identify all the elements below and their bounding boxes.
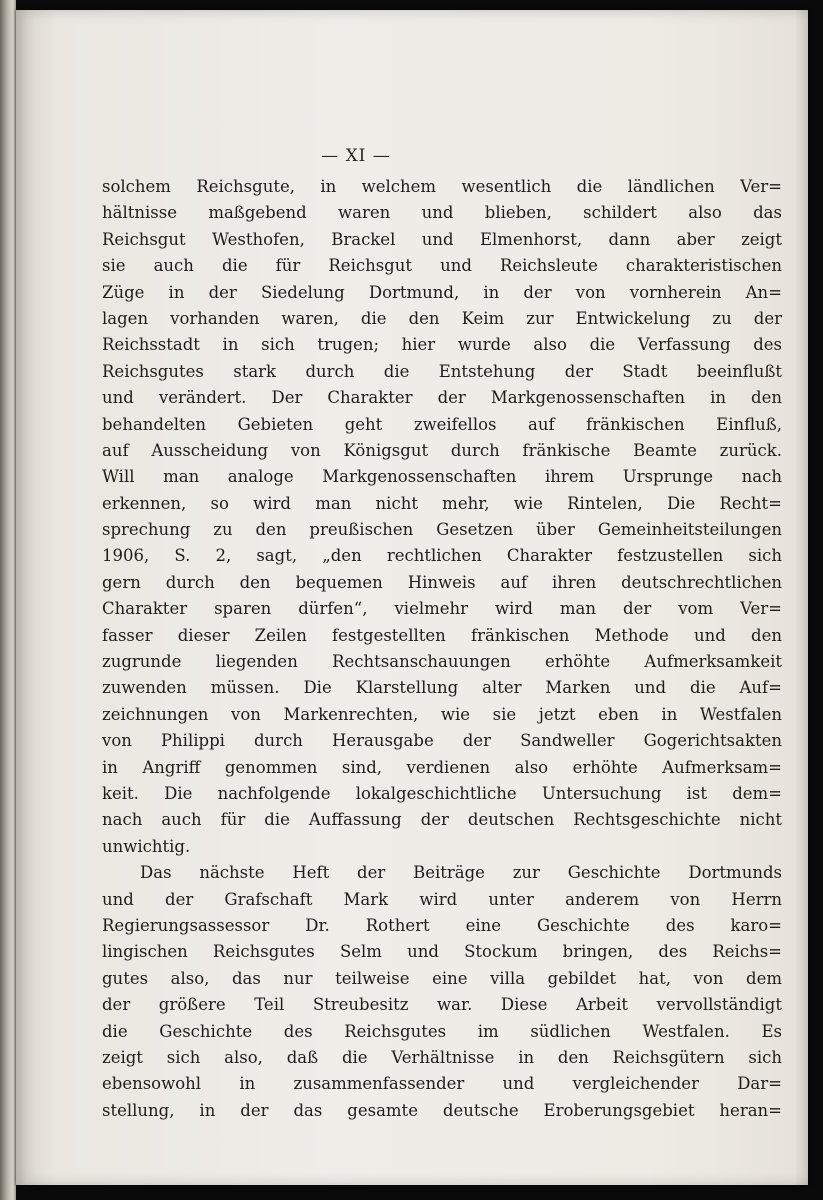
text-line: die Geschichte des Reichsgutes im südlichen Westfalen. Es [102,1021,782,1041]
text-line: zeigt sich also, daß die Verhältnisse in den Reichsgütern sich [102,1047,782,1067]
text-line: nach auch für die Auffassung der deutschen Rechtsgeschichte nicht [102,810,782,830]
text-line: Reichsgutes stark durch die Entstehung der Stadt beeinflußt [102,361,782,381]
paragraph-start-line: Das nächste Heft der Beiträge zur Geschichte Dortmunds [140,863,782,883]
text-line: Will man analoge Markgenossenschaften ihrem Ursprunge nach [102,467,782,487]
text-line: sprechung zu den preußischen Gesetzen über Gemeinheitsteilungen [102,520,782,540]
text-line: unwichtig. [102,836,191,856]
text-line: Reichsgut Westhofen, Brackel und Elmenhorst, dann aber zeigt [102,229,782,249]
text-line: von Philippi durch Herausgabe der Sandweller Gogerichtsakten [102,731,782,751]
text-line: gutes also, das nur teilweise eine villa gebildet hat, von dem [102,968,782,988]
text-line: der größere Teil Streubesitz war. Diese Arbeit vervollständigt [102,995,782,1015]
text-line: lingischen Reichsgutes Selm und Stockum bringen, des Reichs= [102,942,782,962]
text-line: und verändert. Der Charakter der Markgenossenschaften in den [102,388,782,408]
text-line: ebensowohl in zusammenfassender und vergleichender Dar= [102,1074,782,1094]
left-page-edge [0,0,16,1200]
body-text [102,174,782,1124]
text-line: keit. Die nachfolgende lokalgeschichtliche Untersuchung ist dem= [102,783,782,803]
text-line: gern durch den bequemen Hinweis auf ihren deutschrechtlichen [102,572,782,592]
page-number: — XI — [321,146,391,166]
text-line: solchem Reichsgute, in welchem wesentlich die ländlichen Ver= [102,177,782,196]
text-line: zugrunde liegenden Rechtsanschauungen erhöhte Aufmerksamkeit [102,652,782,672]
text-line: auf Ausscheidung von Königsgut durch fränkische Beamte zurück. [102,440,782,460]
text-line: Charakter sparen dürfen“, vielmehr wird man der vom Ver= [102,599,782,619]
text-line: Regierungsassessor Dr. Rothert eine Geschichte des karo= [102,915,782,935]
text-line: erkennen, so wird man nicht mehr, wie Rintelen, Die Recht= [102,493,782,513]
text-line: fasser dieser Zeilen festgestellten fränkischen Methode und den [102,625,782,645]
text-line: 1906, S. 2, sagt, „den rechtlichen Charakter festzustellen sich [102,546,782,566]
text-line: Züge in der Siedelung Dortmund, in der von vornherein An= [102,282,782,302]
text-line: stellung, in der das gesamte deutsche Eroberungsgebiet heran= [102,1100,782,1120]
text-line: Reichsstadt in sich trugen; hier wurde also die Verfassung des [102,335,782,355]
text-line: zuwenden müssen. Die Klarstellung alter Marken und die Auf= [102,678,782,698]
text-line: sie auch die für Reichsgut und Reichsleute charakteristischen [102,256,782,276]
page-edge-shadow [796,10,808,1185]
text-line: behandelten Gebieten geht zweifellos auf fränkischen Einfluß, [102,414,782,434]
text-line: lagen vorhanden waren, die den Keim zur Entwickelung zu der [102,308,782,328]
text-line: zeichnungen von Markenrechten, wie sie jetzt eben in Westfalen [102,704,782,724]
text-line: und der Grafschaft Mark wird unter anderem von Herrn [102,889,782,909]
text-line: in Angriff genommen sind, verdienen also erhöhte Aufmerksam= [102,757,782,777]
text-line: hältnisse maßgebend waren und blieben, schildert also das [102,203,782,223]
